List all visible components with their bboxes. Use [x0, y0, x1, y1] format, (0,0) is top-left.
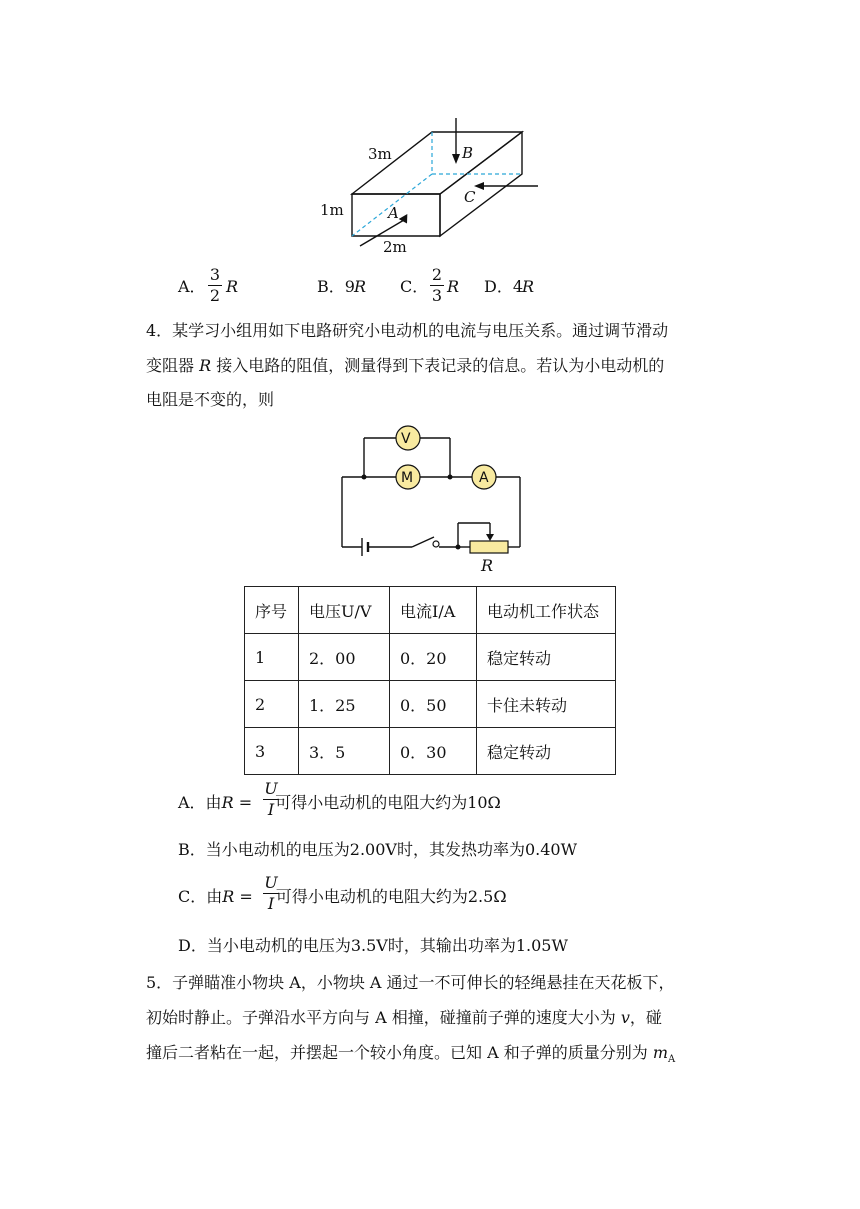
table-cell: 3．5 — [299, 728, 390, 775]
table-header: 电动机工作状态 — [477, 587, 616, 634]
q3-option-b-r: R — [354, 277, 367, 296]
circuit-label-a: A — [479, 470, 489, 486]
label-1m: 1m — [320, 201, 344, 219]
table-cell: 0．50 — [390, 681, 477, 728]
q4-option-c-fraction: U I — [264, 873, 278, 913]
table-cell: 卡住未转动 — [477, 681, 616, 728]
label-c: C — [464, 188, 476, 206]
table-row — [245, 681, 616, 728]
q4-line-2: 变阻器 R 接入电路的阻值，测量得到下表记录的信息。若认为小电动机的 — [146, 356, 665, 375]
table-cell: 0．30 — [390, 728, 477, 775]
switch — [412, 537, 434, 547]
circuit-label-r: R — [481, 556, 494, 575]
q3-option-a-fraction: 3 2 — [209, 265, 221, 305]
table-header-row — [245, 587, 616, 634]
label-b: B — [462, 144, 474, 162]
q5-line-1: 5．子弹瞄准小物块 A，小物块 A 通过一不可伸长的轻绳悬挂在天花板下， — [146, 973, 675, 992]
table-cell: 1．25 — [299, 681, 390, 728]
q3-option-c-r: R — [447, 277, 460, 296]
table-row — [245, 634, 616, 681]
q3-option-a-r: R — [226, 277, 239, 296]
table-header: 电流I/A — [390, 587, 477, 634]
table-cell: 稳定转动 — [477, 634, 616, 681]
q4-option-d: D．当小电动机的电压为3.5V时，其输出功率为1.05W — [178, 936, 568, 955]
label-a: A — [388, 204, 399, 222]
q4-option-a: A．由R = 可得小电动机的电阻大约为10Ω — [178, 793, 501, 812]
table-cell: 2 — [245, 681, 299, 728]
label-2m: 2m — [383, 238, 407, 256]
q5-line-3: 撞后二者粘在一起，并摆起一个较小角度。已知 A 和子弹的质量分别为 $m_A$ — [146, 1043, 676, 1066]
q4-option-c: C．由R = 可得小电动机的电阻大约为2.5Ω — [178, 887, 507, 906]
q5-line-2: 初始时静止。子弹沿水平方向与 A 相撞，碰撞前子弹的速度大小为 v，碰 — [146, 1008, 662, 1027]
table-header: 序号 — [245, 587, 299, 634]
circuit-diagram — [330, 420, 540, 560]
q3-option-b: B．9 — [317, 277, 355, 296]
circuit-label-m: M — [401, 470, 414, 486]
rheostat — [470, 541, 508, 553]
q3-option-c-fraction: 2 3 — [431, 265, 443, 305]
data-table — [244, 586, 616, 775]
table-cell: 稳定转动 — [477, 728, 616, 775]
label-3m: 3m — [368, 145, 392, 163]
table-row — [245, 728, 616, 775]
q4-line-3: 电阻是不变的，则 — [146, 390, 275, 409]
q3-option-c-prefix: C． — [400, 277, 429, 296]
q4-option-b: B．当小电动机的电压为2.00V时，其发热功率为0.40W — [178, 840, 578, 859]
q3-option-d: D．4 — [484, 277, 524, 296]
q4-option-a-fraction: U I — [264, 779, 278, 819]
table-header: 电压U/V — [299, 587, 390, 634]
table-cell: 2．00 — [299, 634, 390, 681]
block-figure — [300, 110, 560, 260]
table-cell: 1 — [245, 634, 299, 681]
q3-option-a-prefix: A． — [178, 277, 206, 296]
q3-option-d-r: R — [522, 277, 535, 296]
table-cell: 0．20 — [390, 634, 477, 681]
circuit-label-v: V — [401, 431, 411, 447]
table-cell: 3 — [245, 728, 299, 775]
q4-line-1: 4．某学习小组用如下电路研究小电动机的电流与电压关系。通过调节滑动 — [146, 321, 669, 340]
